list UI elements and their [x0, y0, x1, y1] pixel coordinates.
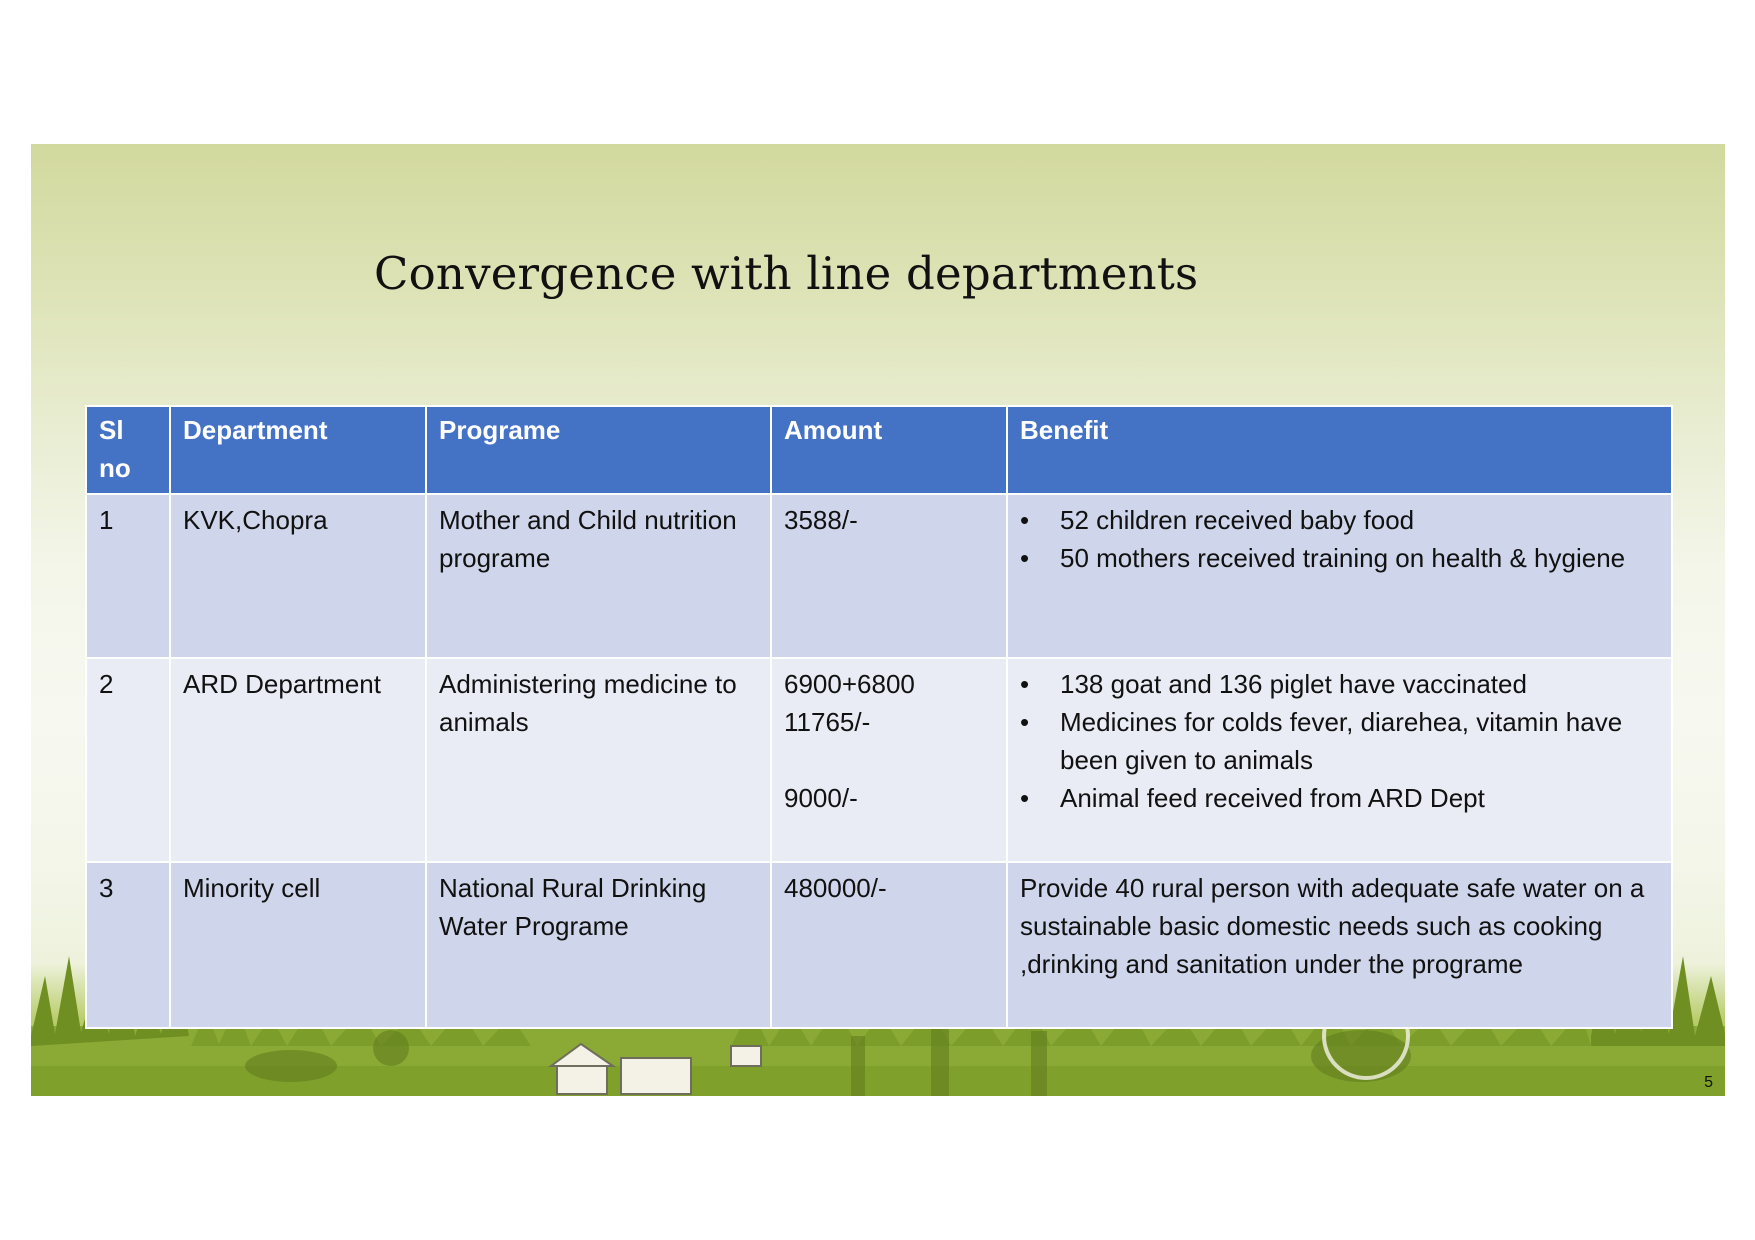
benefit-item — [1020, 703, 1659, 779]
cell-sl-no: 2 — [86, 658, 170, 862]
cell-amount — [771, 862, 1007, 1028]
table-row — [86, 494, 1672, 658]
slide — [31, 144, 1725, 1096]
cell-amount — [771, 494, 1007, 658]
amount-line — [784, 741, 994, 779]
bullet-icon: • — [1020, 707, 1030, 737]
table-row — [86, 862, 1672, 1028]
benefit-item — [1020, 665, 1659, 703]
cell-programe: Administering medicine to animals — [426, 658, 771, 862]
benefit-item — [1020, 501, 1659, 539]
header-programe: Programe — [426, 406, 771, 494]
benefit-item — [1020, 539, 1659, 577]
benefit-text: Animal feed received from ARD Dept — [1060, 783, 1485, 813]
amount-line: 480000/- — [784, 873, 887, 903]
cell-programe: Mother and Child nutrition programe — [426, 494, 771, 658]
benefit-text: 52 children received baby food — [1060, 505, 1415, 535]
header-benefit: Benefit — [1007, 406, 1672, 494]
bullet-icon: • — [1020, 669, 1030, 699]
amount-line: 6900+6800 — [784, 669, 915, 699]
amount-line: 11765/- — [784, 707, 871, 737]
amount-line: 3588/- — [784, 505, 858, 535]
cell-benefit — [1007, 494, 1672, 658]
cell-amount — [771, 658, 1007, 862]
cell-programe: National Rural Drinking Water Programe — [426, 862, 771, 1028]
cell-department: KVK,Chopra — [170, 494, 426, 658]
bullet-icon: • — [1020, 543, 1030, 573]
cell-sl-no: 1 — [86, 494, 170, 658]
convergence-table — [85, 405, 1673, 1029]
slide-title: Convergence with line departments — [374, 247, 1199, 300]
benefit-text: Medicines for colds fever, diarehea, vitamin have been given to animals — [1060, 707, 1623, 775]
header-amount: Amount — [771, 406, 1007, 494]
table-header-row — [86, 406, 1672, 494]
cell-department: Minority cell — [170, 862, 426, 1028]
cell-sl-no: 3 — [86, 862, 170, 1028]
cell-department: ARD Department — [170, 658, 426, 862]
bullet-icon: • — [1020, 783, 1030, 813]
benefit-list — [1020, 665, 1659, 817]
header-department: Department — [170, 406, 426, 494]
amount-line: 9000/- — [784, 783, 858, 813]
cell-benefit — [1007, 658, 1672, 862]
benefit-text: 50 mothers received training on health & hygiene — [1060, 543, 1626, 573]
header-sl-no: Sl no — [86, 406, 170, 494]
table-row — [86, 658, 1672, 862]
benefit-item — [1020, 779, 1659, 817]
benefit-list — [1020, 501, 1659, 577]
bullet-icon: • — [1020, 505, 1030, 535]
benefit-text: 138 goat and 136 piglet have vaccinated — [1060, 669, 1527, 699]
cell-benefit: Provide 40 rural person with adequate safe water on a sustainable basic domestic needs such as cooking ,drinking and sanitation under the programe — [1007, 862, 1672, 1028]
page-number: 5 — [1704, 1074, 1713, 1091]
